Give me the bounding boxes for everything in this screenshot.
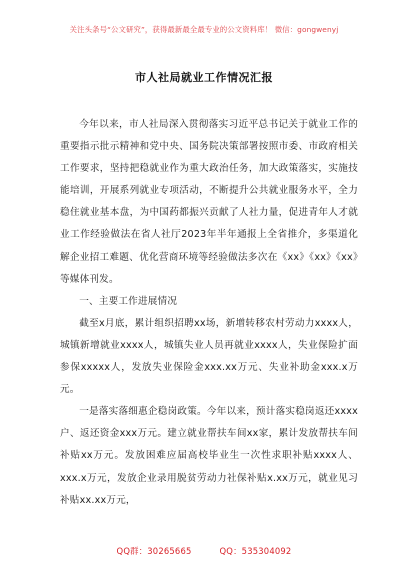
paragraph-policy: 一是落实落细惠企稳岗政策。今年以来，预计落实稳岗返还xxxx户、返还资金xxx万元。建立就业帮扶车间xx家，累计发放帮扶车间补贴xx万元。发放困难应届高校毕业生一次性求职补贴xxxx人、xxx.x万元，发放企业录用脱贫劳动力社保补贴x.xx万元，就业见习补贴xx.xx万元， (60, 406, 358, 506)
paragraph-intro: 今年以来，市人社局深入贯彻落实习近平总书记关于就业工作的重要指示批示精神和党中央、国务院决策部署按照市委、市政府相关工作要求，坚持把稳就业作为重大政治任务，加大政策落实，实施技能培训，开展系列就业专项活动，不断提升公共就业服务水平，全力稳住就业基本盘，为中国药都振兴贡献了人社力量，促进青年人才就业工作经验做法在省人社厅2023年半年通报上全省推介，多渠道化解企业招工难题、优化营商环境等经验做法多次在《xx》《xx》《xx》等媒体刊发。 (60, 119, 358, 285)
footer-qq: QQ：535304092 (219, 546, 292, 556)
document-title: 市人社局就业工作情况汇报 (135, 71, 273, 84)
promo-banner: 关注头条号“公文研究”，获得最新最全最专业的公文资料库！ 微信：gongwenyj (69, 25, 339, 34)
paragraph-statistics: 截至x月底，累计组织招聘xx场，新增转移农村劳动力xxxx人，城镇新增就业xxxx人，城镇失业人员再就业xxxx人，失业保险扩面参保xxxxx人，发放失业保险金xxx.xx万元、失业补助金xxx.x万元。 (60, 317, 358, 396)
footer-contact (0, 545, 408, 557)
section-heading: 一、主要工作进展情况 (79, 295, 178, 307)
document-body (60, 114, 358, 512)
footer-qq-group: QQ群：30265665 (116, 546, 192, 556)
